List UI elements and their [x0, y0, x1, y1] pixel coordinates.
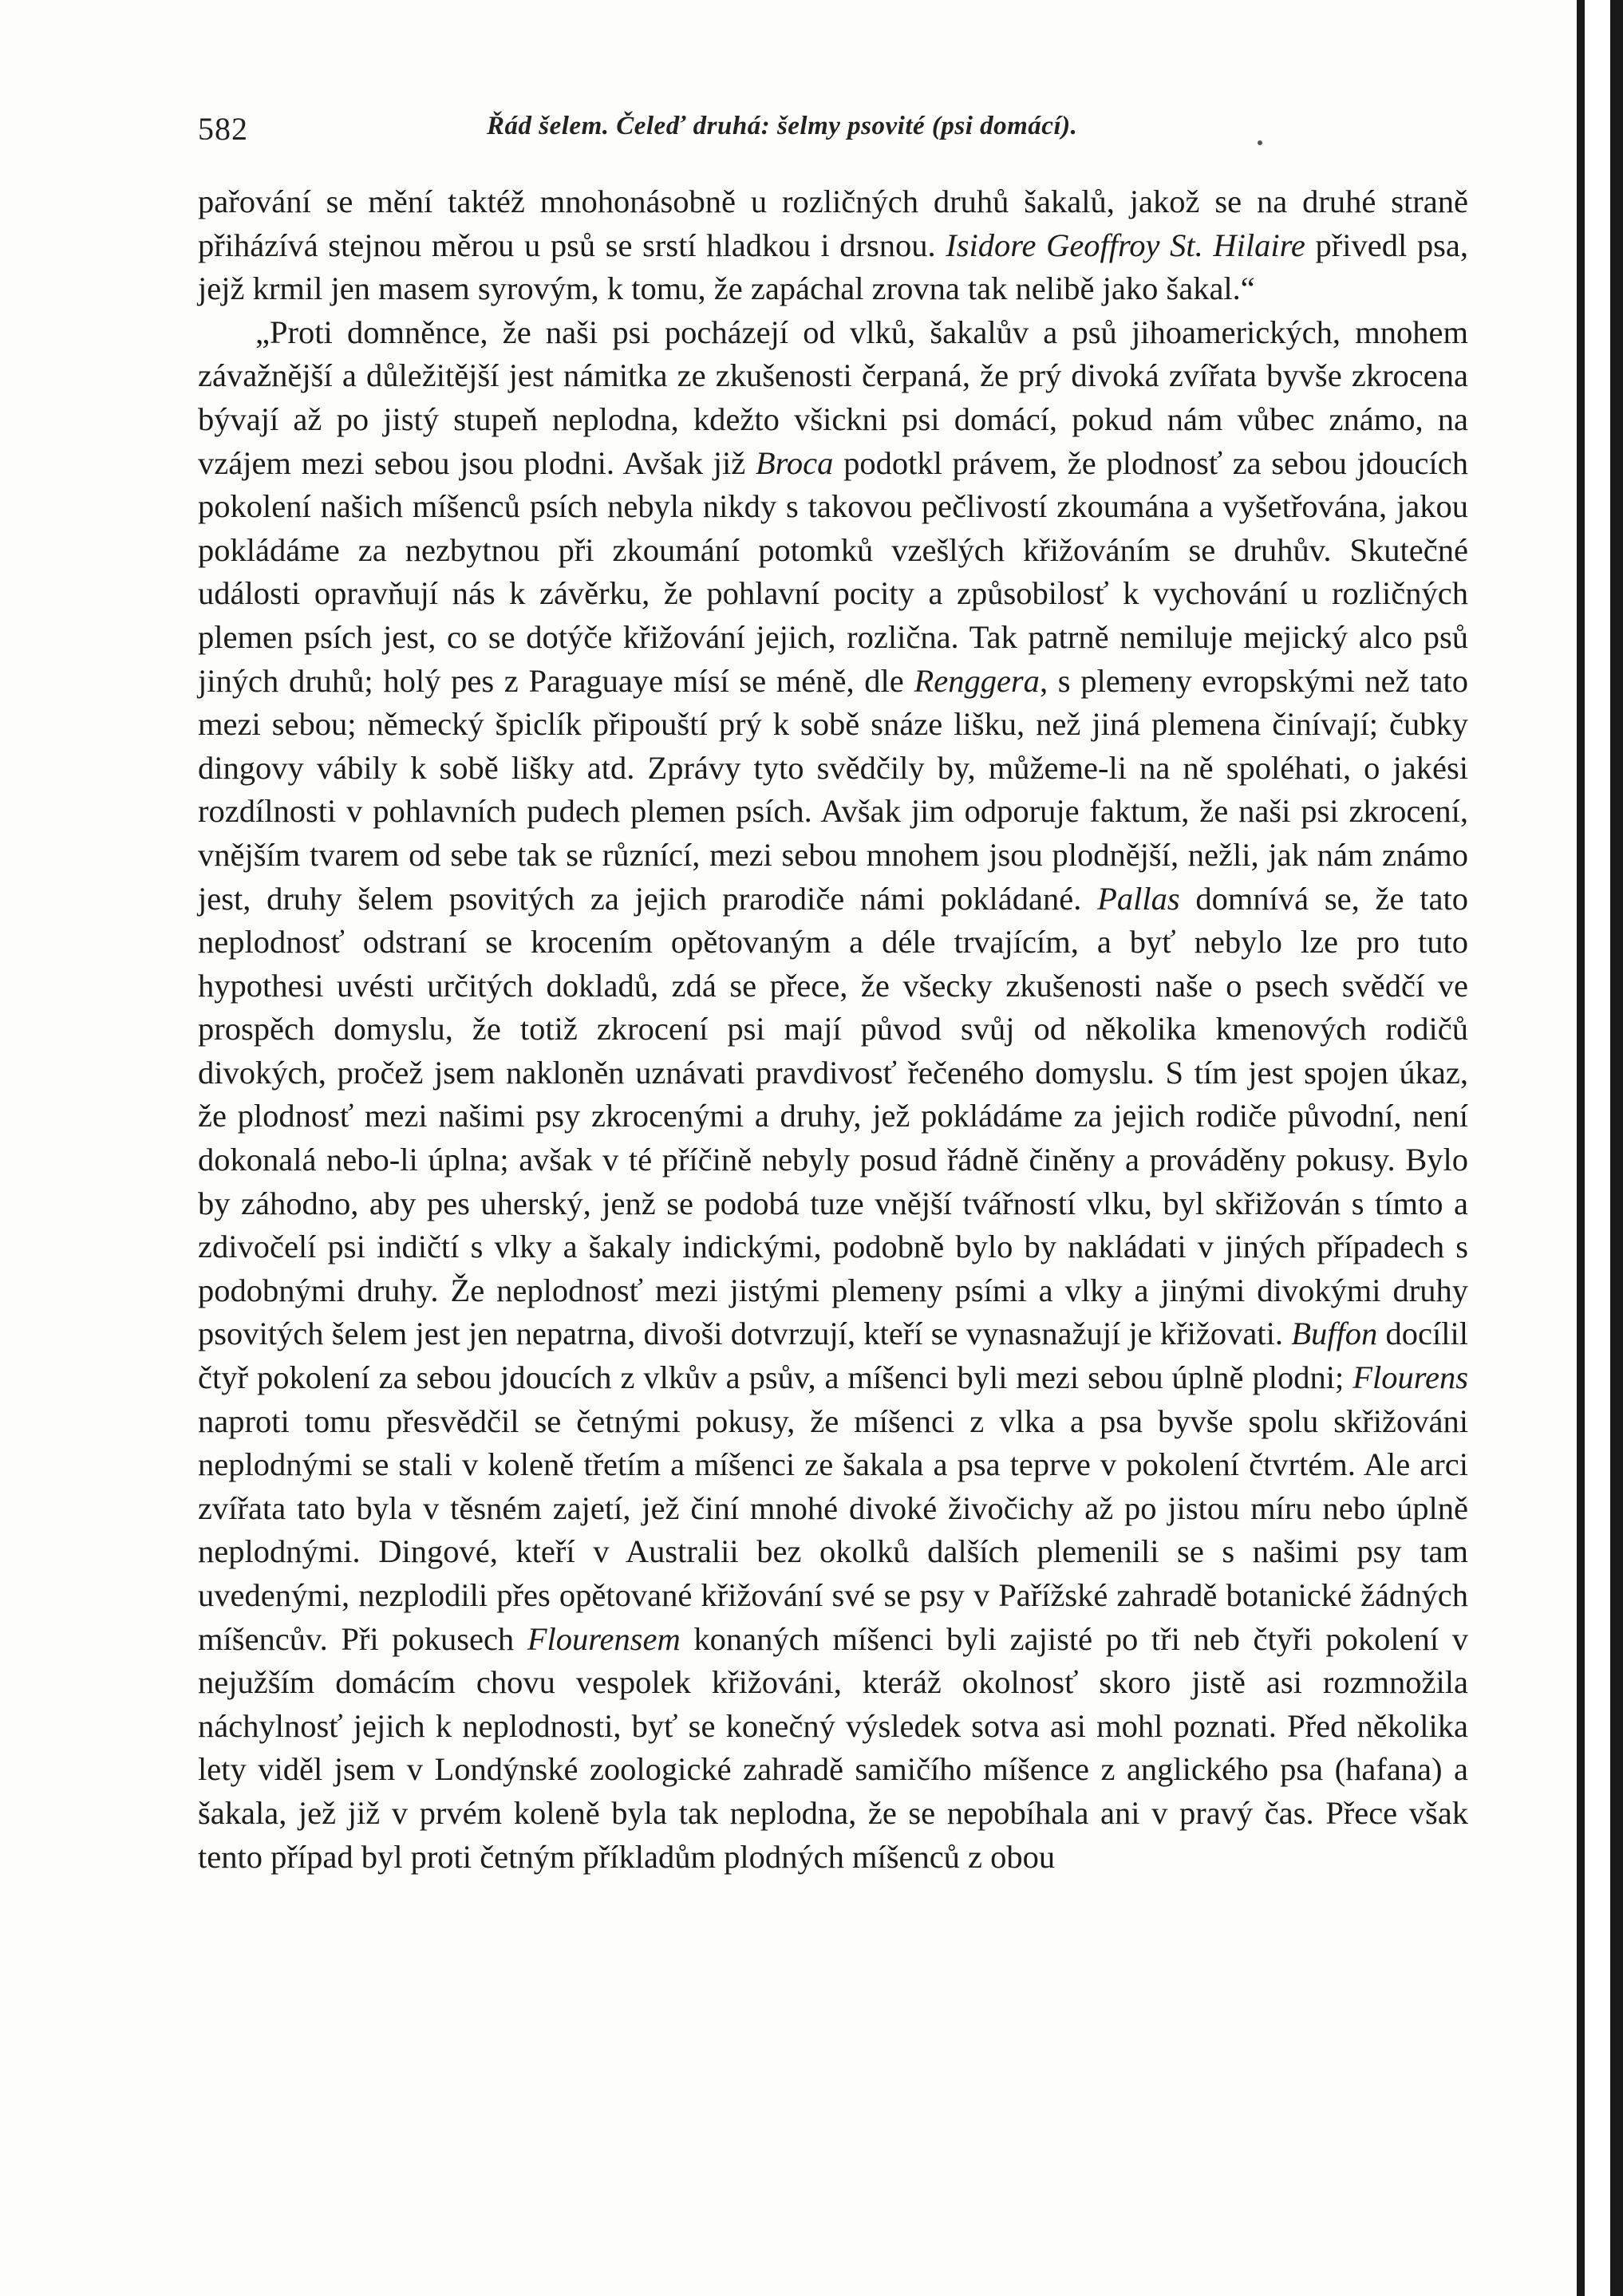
author-name: Isidore Geoffroy St. Hilaire — [946, 227, 1305, 263]
author-name: Buffon — [1291, 1316, 1378, 1352]
author-name: Pallas — [1097, 880, 1180, 917]
paragraph-text: pařování se mění taktéž mnohonásobně u rozličných druhů šakalů, jakož se na druhé straně přiházívá stejnou měrou u psů se srstí hladkou i drsnou. — [198, 183, 1468, 263]
paragraph-1 — [198, 180, 1468, 311]
scan-edge-right — [1610, 0, 1623, 2296]
paragraph-text: docílil čtyř pokolení za sebou jdoucích z vlkův a psův, a míšenci byli mezi sebou úplně plodni; — [198, 1316, 1468, 1396]
author-name: Renggera — [914, 662, 1040, 699]
body-text — [198, 180, 1468, 1879]
scan-edge-left — [1577, 0, 1585, 2296]
author-name: Broca — [755, 444, 834, 481]
paragraph-text: „Proti domněnce, že naši psi pocházejí od vlků, šakalův a psů jihoamerických, mnohem závažnější a důležitější jest námitka ze zkušenosti čerpaná, že prý divoká zvířata byvše zkrocena bývají až po jistý stupeň neplodna, kdežto všickni psi domácí, pokud nám vůbec známo, na vzájem mezi sebou jsou plodni. Avšak již — [198, 314, 1468, 481]
running-title: Řád šelem. Čeleď druhá: šelmy psovité (psi domácí). — [487, 112, 1078, 140]
paragraph-text: domnívá se, že tato neplodnosť odstraní se krocením opětovaným a déle trvajícím, a byť nebylo lze pro tuto hypothesi uvésti určitých dokladů, zdá se přece, že všecky zkušenosti naše o psech svědčí ve prospěch domyslu, že totiž zkrocení psi mají původ svůj od několika kmenových rodičů divokých, pročež jsem nakloněn uznávati pravdivosť řečeného domyslu. S tím jest spojen úkaz, že plodnosť mezi našimi psy zkrocenými a druhy, jež pokládáme za jejich rodiče původní, není dokonalá nebo-li úplna; avšak v té příčině nebyly posud řádně činěny a prováděny pokusy. Bylo by záhodno, aby pes uherský, jenž se podobá tuze vnější tvářností vlku, byl skřižován s tímto a zdivočelí psi indičtí s vlky a šakaly indickými, podobně bylo by nakládati v jiných případech s podobnými druhy. Že neplodnosť mezi jistými plemeny psími a vlky a jinými divokými druhy psovitých šelem jest jen nepatrna, divoši dotvrzují, kteří se vynasnažují je křižovati. — [198, 880, 1468, 1352]
paragraph-text: , s plemeny evropskými než tato mezi sebou; německý špiclík připouští prý k sobě snáze lišku, než jiná plemena činívají; čubky dingovy vábily k sobě lišky atd. Zprávy tyto svědčily by, můžeme-li na ně spoléhati, o jakési rozdílnosti v pohlavních pudech plemen psích. Avšak jim odporuje faktum, že naši psi zkrocení, vnějším tvarem od sebe tak se různící, mezi sebou mnohem jsou plodnější, nežli, jak nám známo jest, druhy šelem psovitých za jejich prarodiče námi pokládané. — [198, 662, 1468, 917]
author-name: Flourens — [1352, 1359, 1468, 1396]
paragraph-text: naproti tomu přesvědčil se četnými pokusy, že míšenci z vlka a psa byvše spolu skřižováni neplodnými se stali v koleně třetím a míšenci ze šakala a psa teprve v pokolení čtvrtém. Ale arci zvířata tato byla v těsném zajetí, jež činí mnohé divoké živočichy až po jistou míru nebo úplně neplodnými. Dingové, kteří v Australii bez okolků dalších plemenili se s našimi psy tam uvedenými, nezplodili přes opětované křižování své se psy v Pařížské zahradě botanické žádných míšencův. Při pokusech — [198, 1402, 1468, 1657]
page-number: 582 — [198, 111, 248, 147]
scan-gutter — [1585, 0, 1610, 2296]
paragraph-text: konaných míšenci byli zajisté po tři neb čtyři pokolení v nejužším domácím chovu vespolek křižováni, kteráž okolnosť skoro jistě asi rozmnožila náchylnosť jejich k neplodnosti, byť se konečný výsledek sotva asi mohl poznati. Před několika lety viděl jsem v Londýnské zoologické zahradě samičího míšence z anglického psa (hafana) a šakala, jež již v prvém koleně byla tak neplodna, že se nepobíhala ani v pravý čas. Přece však tento případ byl proti četným příkladům plodných míšenců z obou — [198, 1620, 1468, 1875]
paragraph-text: podotkl právem, že plodnosť za sebou jdoucích pokolení našich míšenců psích nebyla nikdy s takovou pečlivostí zkoumána a vyšetřována, jakou pokládáme za nezbytnou při zkoumání potomků vzešlých křižováním se druhův. Skutečné události opravňují nás k závěrku, že pohlavní pocity a způsobilosť k vychování u rozličných plemen psích jest, co se dotýče křižování jejich, rozlična. Tak patrně nemiluje mejický alco psů jiných druhů; holý pes z Paraguaye mísí se méně, dle — [198, 444, 1468, 699]
author-name: Flourensem — [527, 1620, 681, 1657]
paragraph-2 — [198, 311, 1468, 1879]
print-speck — [1258, 140, 1262, 145]
paragraph-text: přivedl psa, jejž krmil jen masem syrovým, k tomu, že zapáchal zrovna tak nelibě jako šakal.“ — [198, 227, 1468, 307]
page-header — [198, 110, 1467, 158]
